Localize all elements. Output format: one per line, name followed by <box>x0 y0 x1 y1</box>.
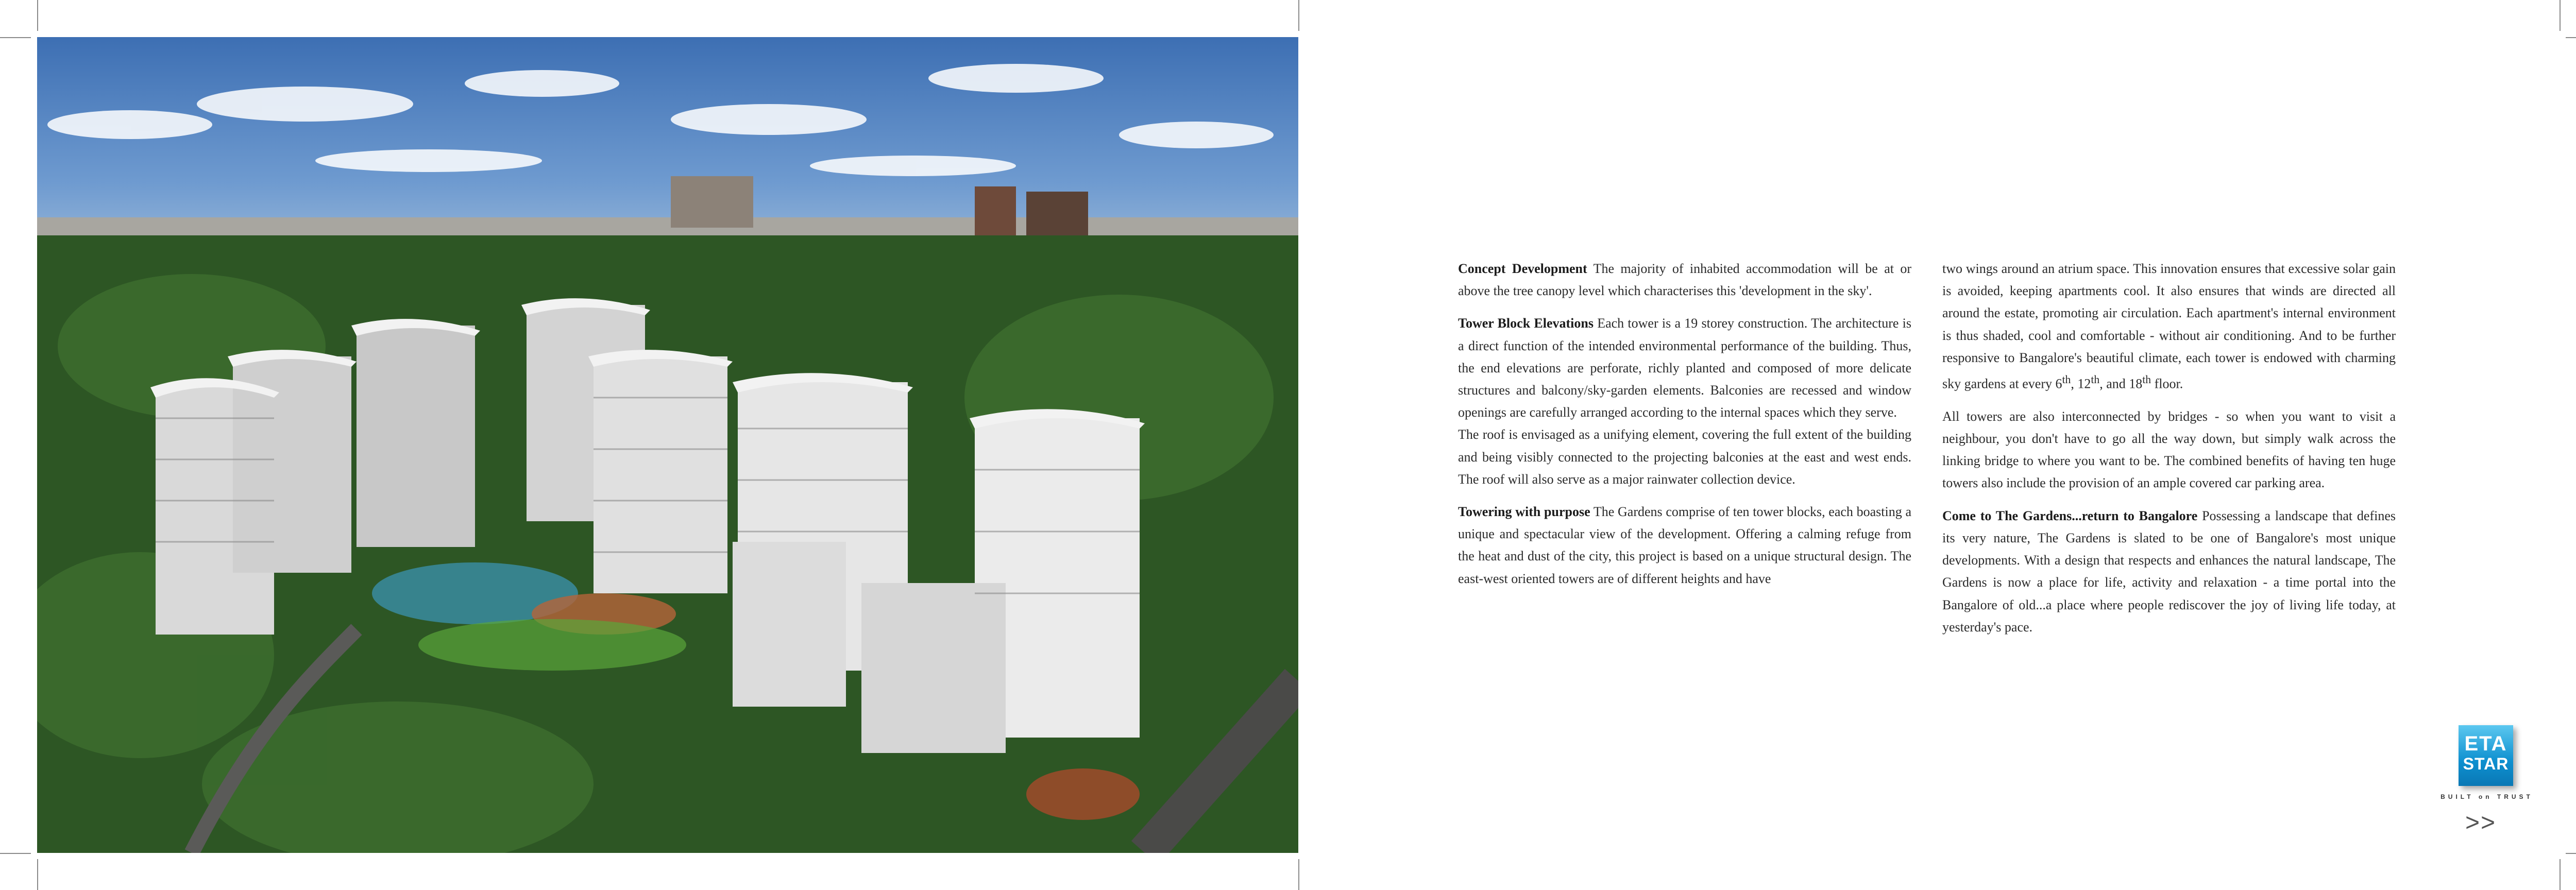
superscript: th <box>2091 373 2100 386</box>
towering-with-purpose-paragraph <box>1458 501 1911 590</box>
paragraph-text: floor. <box>2151 376 2183 391</box>
paragraph-text: , 12 <box>2071 376 2091 391</box>
paragraph-heading: Tower Block Elevations <box>1458 316 1594 331</box>
paragraph-heading: Concept Development <box>1458 261 1587 276</box>
next-page-button[interactable]: >> <box>2465 809 2497 836</box>
paragraph-text: Possessing a landscape that defines its very nature, The Gardens is slated to be one of Bangalore's most unique developments. With a design that respects and enhances the natural landscape, The Gardens is now a place for life, activity and relaxation - a time portal into the Bangalore of old...a place where people rediscover the joy of living life today, at yesterday's pace. <box>1942 508 2396 635</box>
paragraph-text: The majority of inhabited accommodation will be at or above the tree canopy level which characterises this 'development in the sky'. <box>1458 261 1912 299</box>
crop-mark <box>2566 37 2576 38</box>
bridges-paragraph <box>1942 405 2396 494</box>
paragraph-text: The roof is envisaged as a unifying element, covering the full extent of the building and being visibly connected to the projecting balconies at the east and west ends. The roof will also serve as a major rainwater collection device. <box>1458 427 1911 487</box>
aerial-view-illustration <box>37 37 1298 853</box>
logo-line-2: STAR <box>2463 755 2509 773</box>
text-column-left <box>1458 258 1911 600</box>
text-column-right <box>1942 258 2396 648</box>
eta-star-logo <box>2459 725 2513 786</box>
crop-mark <box>0 37 31 38</box>
crop-mark <box>1298 859 1299 890</box>
paragraph-text: , and 18 <box>2099 376 2143 391</box>
paragraph-text: Each tower is a 19 storey construction. The architecture is a direct function of the intended environmental performance of the building. Thus, the end elevations are perforate, richly planted and composed of more delicate structures and balcony/sky-garden elements. Balconies are recessed and window openings are carefully arranged according to the internal spaces which they serve. <box>1458 316 1912 420</box>
logo-tagline: BUILT on TRUST <box>2441 793 2533 800</box>
crop-mark <box>37 859 38 890</box>
atrium-paragraph <box>1942 258 2396 395</box>
development-rendering-image <box>37 37 1298 853</box>
logo-line-1: ETA <box>2464 732 2507 755</box>
paragraph-heading: Come to The Gardens...return to Bangalore <box>1942 508 2198 523</box>
crop-mark <box>1298 0 1299 31</box>
tower-block-elevations-paragraph <box>1458 312 1911 423</box>
superscript: th <box>2142 373 2151 386</box>
crop-mark <box>37 0 38 31</box>
crop-mark <box>2566 853 2576 854</box>
crop-mark <box>2560 859 2561 890</box>
roof-paragraph <box>1458 423 1911 490</box>
crop-mark <box>2560 0 2561 31</box>
paragraph-text: two wings around an atrium space. This innovation ensures that excessive solar gain is avoided, keeping apartments cool. It also ensures that winds are directed all around the estate, promoting air circulation. Each apartment's internal environment is thus shaded, cool and comfortable - without air conditioning. And to be further responsive to Bangalore's beautiful climate, each tower is endowed with charming sky gardens at every 6 <box>1942 261 2396 391</box>
superscript: th <box>2062 373 2071 386</box>
concept-development-paragraph <box>1458 258 1911 302</box>
paragraph-heading: Towering with purpose <box>1458 504 1590 520</box>
crop-mark <box>0 853 31 854</box>
paragraph-text: The Gardens comprise of ten tower blocks, each boasting a unique and spectacular view of the development. Offering a calming refuge from the heat and dust of the city, this project is based on a unique structural design. The east-west oriented towers are of different heights and have <box>1458 504 1911 586</box>
come-to-the-gardens-paragraph <box>1942 505 2396 638</box>
paragraph-text: All towers are also interconnected by bridges - so when you want to visit a neighbour, you don't have to go all the way down, but simply walk across the linking bridge to where you want to be. The combined benefits of having ten huge towers also include the provision of an ample covered car parking area. <box>1942 408 2396 491</box>
